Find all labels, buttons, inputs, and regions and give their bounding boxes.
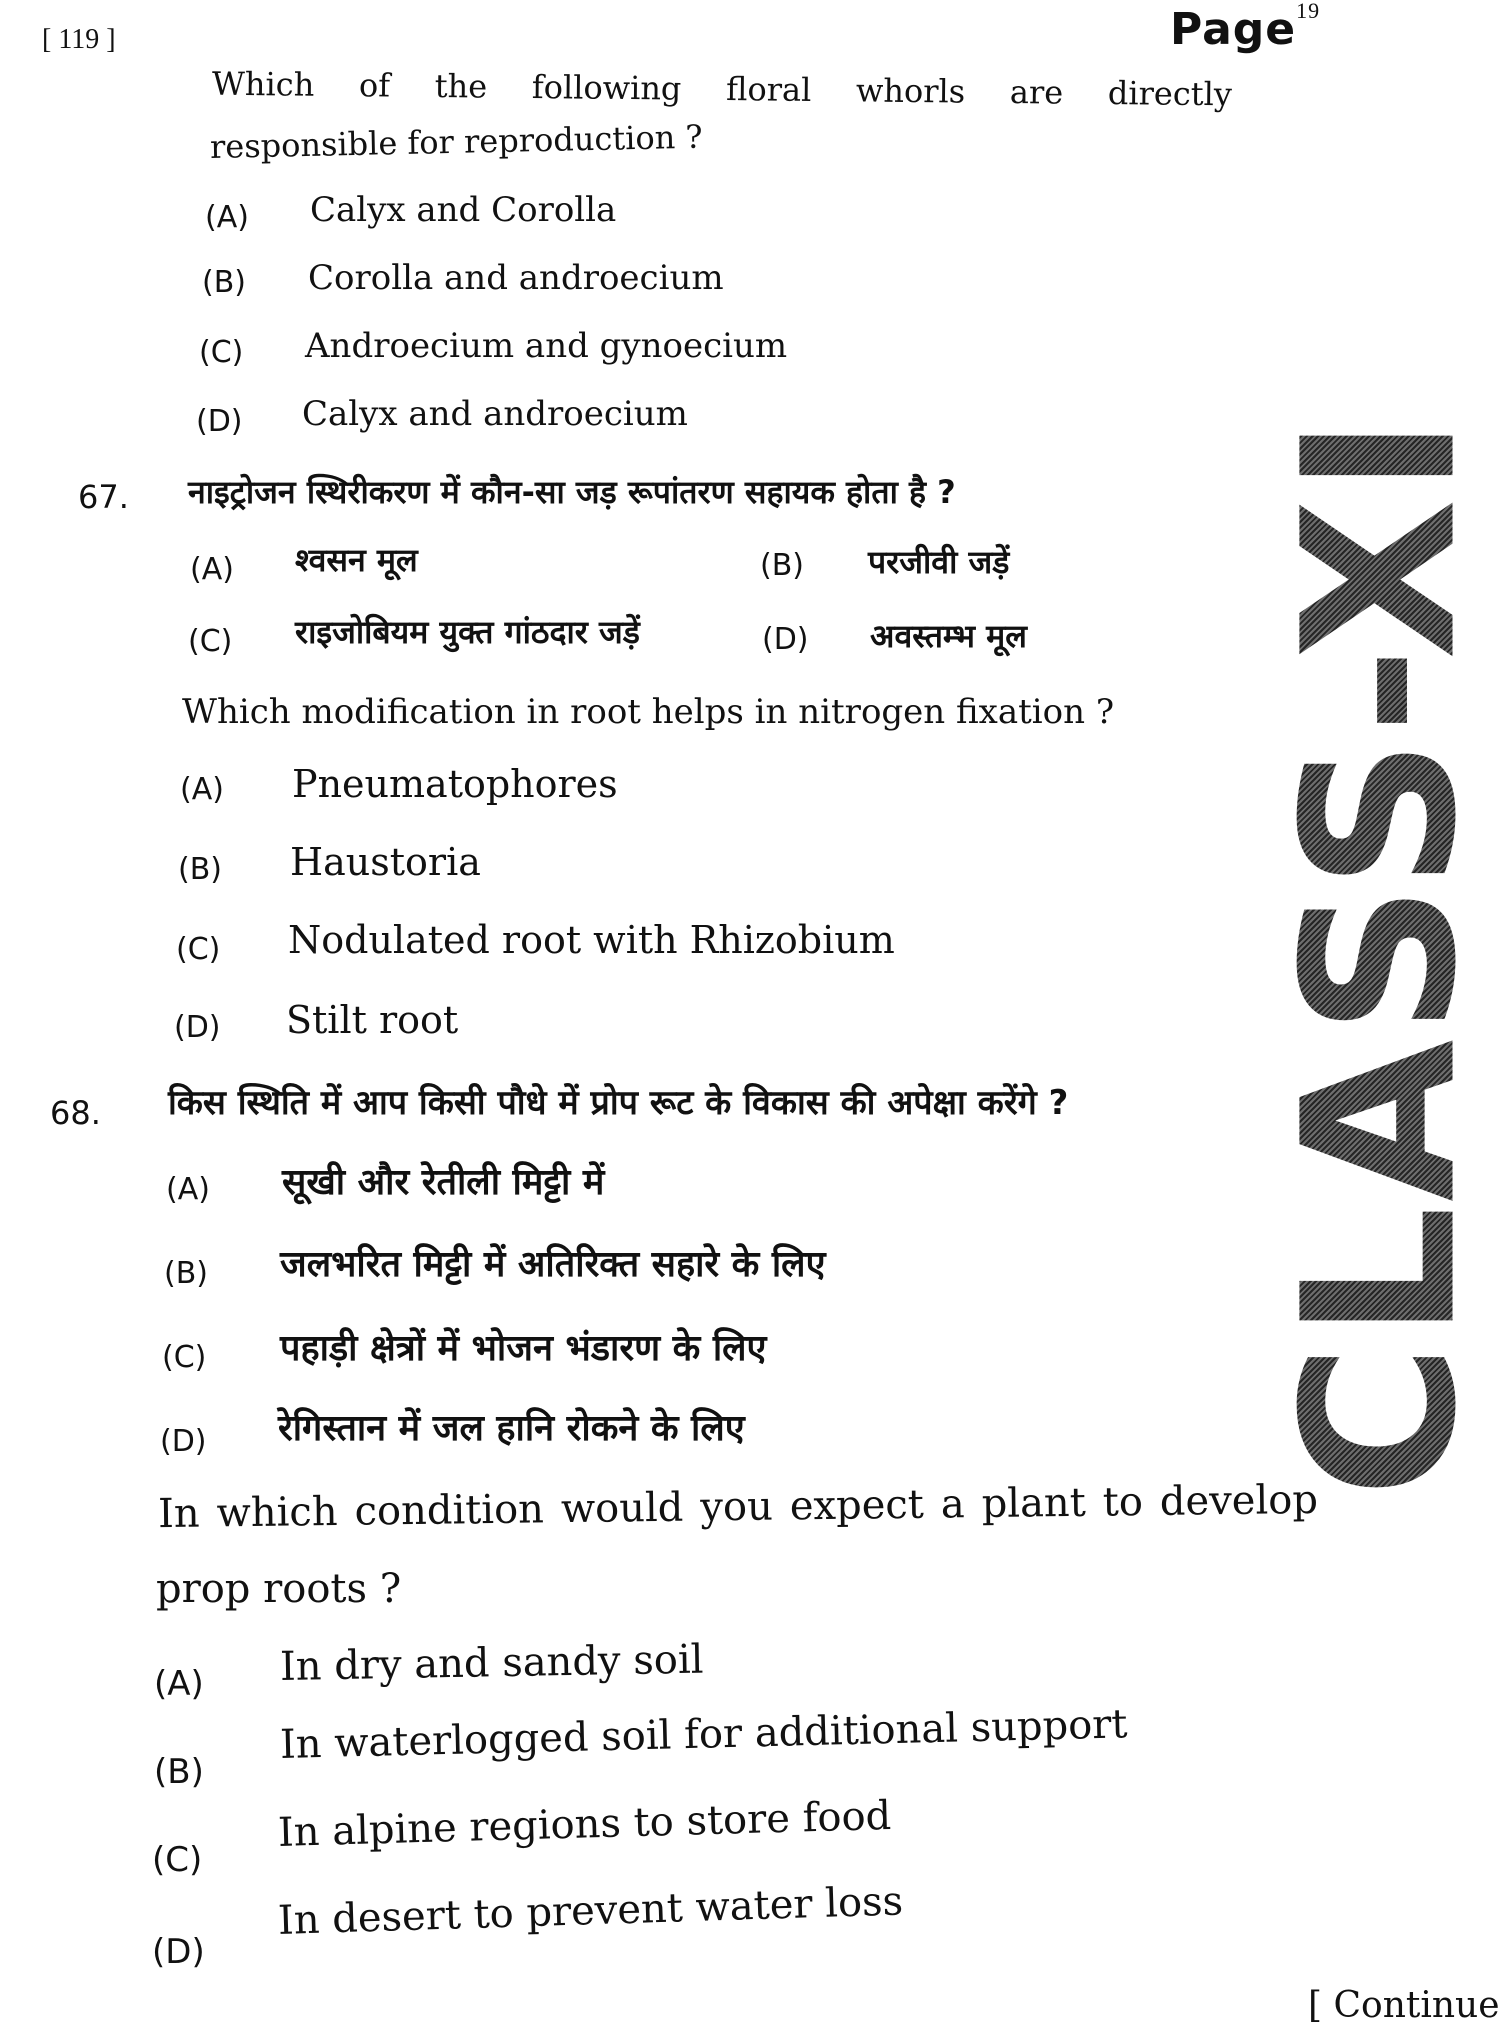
q68-english-b-label: (B)	[154, 1752, 204, 1792]
q67-hindi-a-label: (A)	[190, 552, 234, 587]
q66-option-a-text: Calyx and Corolla	[310, 190, 617, 230]
q68-hindi-d-label: (D)	[160, 1424, 207, 1459]
q68-english-c-text: In alpine regions to store food	[277, 1792, 892, 1856]
q66-option-a-label: (A)	[205, 200, 249, 235]
page-number: [ 119 ]	[42, 24, 116, 55]
q67-number: 67.	[78, 478, 129, 516]
q67-hindi-question: नाइट्रोजन स्थिरीकरण में कौन-सा जड़ रूपांतरण सहायक होता है ?	[188, 473, 956, 511]
q67-hindi-b-text: परजीवी जड़ें	[868, 543, 1010, 581]
q66-question-line2: responsible for reproduction ?	[209, 117, 703, 166]
q68-hindi-a-label: (A)	[166, 1172, 210, 1207]
q68-hindi-d-text: रेगिस्तान में जल हानि रोकने के लिए	[278, 1408, 745, 1449]
q67-english-b-label: (B)	[178, 852, 222, 887]
q68-hindi-a-text: सूखी और रेतीली मिट्टी में	[282, 1162, 605, 1203]
q67-hindi-c-label: (C)	[188, 624, 233, 659]
q68-hindi-question: किस स्थिति में आप किसी पौधे में प्रोप रूट के विकास की अपेक्षा करेंगे ?	[168, 1083, 1069, 1123]
q68-english-d-text: In desert to prevent water loss	[277, 1878, 904, 1944]
q68-english-c-label: (C)	[152, 1840, 203, 1880]
q66-question-line1: Which of the following floral whorls are directly	[211, 64, 1233, 114]
q68-hindi-c-text: पहाड़ी क्षेत्रों में भोजन भंडारण के लिए	[280, 1328, 767, 1369]
q68-number: 68.	[50, 1094, 101, 1132]
q68-english-a-label: (A)	[154, 1664, 204, 1704]
q67-english-c-text: Nodulated root with Rhizobium	[288, 918, 895, 962]
q67-english-b-text: Haustoria	[290, 840, 481, 884]
q67-hindi-c-text: राइजोबियम युक्त गांठदार जड़ें	[295, 613, 640, 651]
q67-hindi-a-text: श्वसन मूल	[295, 541, 418, 579]
q68-english-d-label: (D)	[152, 1932, 205, 1972]
q68-english-b-text: In waterlogged soil for additional support	[279, 1701, 1128, 1768]
continue-marker: [ Continue	[1308, 1985, 1500, 2026]
page-header	[1170, 0, 1321, 55]
q67-english-d-text: Stilt root	[286, 998, 459, 1042]
page-label: Page	[1170, 4, 1297, 55]
q66-option-d-text: Calyx and androecium	[302, 394, 688, 434]
q68-hindi-c-label: (C)	[162, 1340, 207, 1375]
class-watermark: CLASS-XI	[1257, 412, 1503, 1498]
q67-english-d-label: (D)	[174, 1010, 221, 1045]
q66-option-c-label: (C)	[199, 335, 244, 370]
q68-hindi-b-text: जलभरित मिट्टी में अतिरिक्त सहारे के लिए	[280, 1244, 826, 1285]
page-sup: 19	[1296, 0, 1321, 23]
q67-english-a-text: Pneumatophores	[292, 762, 618, 806]
q67-hindi-d-label: (D)	[762, 622, 809, 657]
q68-english-a-text: In dry and sandy soil	[279, 1636, 704, 1690]
q66-option-c-text: Androecium and gynoecium	[305, 326, 788, 366]
q67-hindi-b-label: (B)	[760, 548, 804, 583]
q67-english-question: Which modification in root helps in nitrogen fixation ?	[182, 692, 1115, 732]
q66-option-b-label: (B)	[202, 265, 246, 300]
q68-english-question-line1: In which condition would you expect a plant to develop	[157, 1476, 1319, 1538]
q66-option-b-text: Corolla and androecium	[308, 258, 724, 298]
q68-english-question-line2: prop roots ?	[156, 1566, 402, 1612]
q67-hindi-d-text: अवस्तम्भ मूल	[870, 617, 1027, 655]
q67-english-a-label: (A)	[180, 772, 224, 807]
q67-english-c-label: (C)	[176, 932, 221, 967]
q68-hindi-b-label: (B)	[164, 1256, 208, 1291]
q66-option-d-label: (D)	[196, 404, 243, 439]
